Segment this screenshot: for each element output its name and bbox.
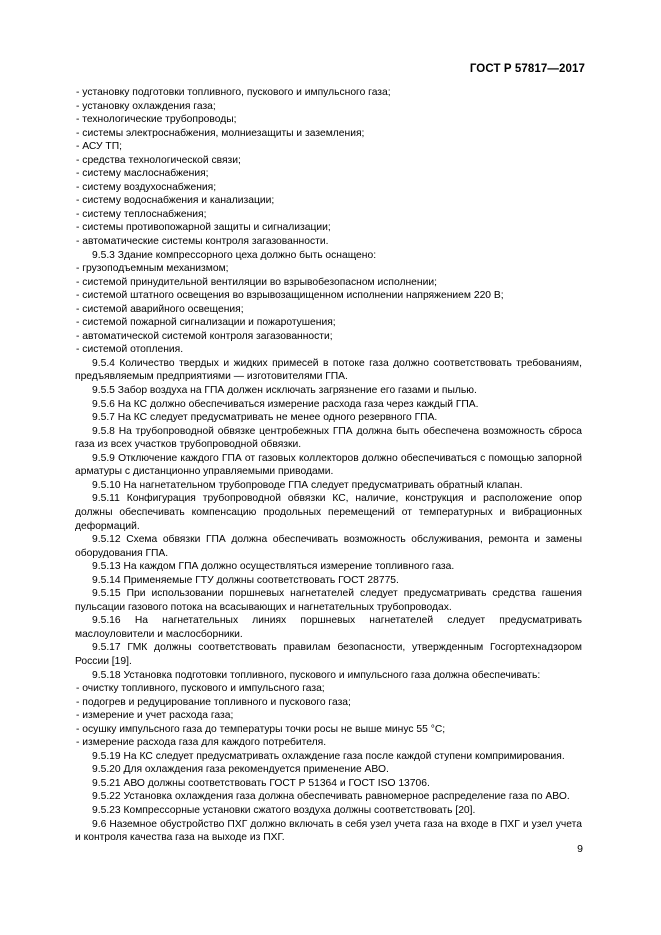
paragraph: 9.5.23 Компрессорные установки сжатого воздуха должны соответствовать [20]. [92, 804, 476, 816]
paragraph: 9.5.8 На трубопроводной обвязке центробежных ГПА должна быть обеспечена возможность сброса газа из всех участков трубопроводной обвязки. [75, 425, 582, 451]
list-item: - системой аварийного освещения; [76, 303, 244, 315]
list-item: - систему воздухоснабжения; [76, 181, 217, 193]
list-item: - систему маслоснабжения; [76, 168, 209, 180]
list-item: - автоматической системой контроля загазованности; [76, 330, 333, 342]
list-item: - технологические трубопроводы; [76, 114, 237, 126]
paragraph: 9.5.13 На каждом ГПА должно осуществляться измерение топливного газа. [92, 561, 455, 573]
paragraph: 9.5.14 Применяемые ГТУ должны соответствовать ГОСТ 28775. [92, 574, 399, 586]
gas-preparation-list [75, 682, 583, 750]
paragraph: 9.5.9 Отключение каждого ГПА от газовых коллекторов должно обеспечиваться с помощью запорной арматуры с дистанционно управляемыми приводами. [75, 452, 582, 478]
list-item: - осушку импульсного газа до температуры точки росы не выше минус 55 °С; [76, 723, 446, 735]
paragraph: 9.5.4 Количество твердых и жидких примесей в потоке газа должно соответствовать требованиям, предъявляемым предприятиями — изготовителями ГПА. [75, 357, 582, 383]
paragraph: 9.5.10 На нагнетательном трубопроводе ГПА следует предусматривать обратный клапан. [92, 479, 523, 491]
list-item: - установку охлаждения газа; [76, 100, 216, 112]
list-item: - системы противопожарной защиты и сигнализации; [76, 222, 331, 234]
list-item: - систему теплоснабжения; [76, 208, 207, 220]
list-item: - системы электроснабжения, молниезащиты и заземления; [76, 127, 365, 139]
list-item: - системой принудительной вентиляции во взрывобезопасном исполнении; [76, 276, 437, 288]
paragraph: 9.5.20 Для охлаждения газа рекомендуется применение АВО. [92, 764, 389, 776]
paragraph: 9.5.21 АВО должны соответствовать ГОСТ Р 51364 и ГОСТ ISO 13706. [92, 777, 430, 789]
list-item: - системой штатного освещения во взрывозащищенном исполнении напряжением 220 В; [76, 290, 504, 302]
paragraph: 9.6 Наземное обустройство ПХГ должно включать в себя узел учета газа на входе в ПХГ и узел учета и контроля качества газа на выходе из ПХГ. [75, 818, 582, 844]
paragraph: 9.5.6 На КС должно обеспечиваться измерение расхода газа через каждый ГПА. [92, 398, 479, 410]
list-item: - измерение расхода газа для каждого потребителя. [76, 737, 327, 749]
list-item: - средства технологической связи; [76, 154, 241, 166]
list-item: - автоматические системы контроля загазованности. [76, 236, 329, 248]
paragraph: 9.5.7 На КС следует предусматривать не менее одного резервного ГПА. [92, 412, 438, 424]
paragraph-9-5-3: 9.5.3 Здание компрессорного цеха должно быть оснащено: [92, 249, 377, 261]
list-item: - подогрев и редуцирование топливного и пускового газа; [76, 696, 351, 708]
list-item: - системой отопления. [76, 344, 184, 356]
paragraph: 9.5.12 Схема обвязки ГПА должна обеспечивать возможность обслуживания, ремонта и замены оборудования ГПА. [75, 534, 582, 559]
list-item: - АСУ ТП; [76, 141, 122, 153]
list-item: - грузоподъемным механизмом; [76, 263, 229, 275]
paragraph: 9.5.18 Установка подготовки топливного, пускового и импульсного газа должна обеспечивать: [92, 669, 541, 681]
list-item: - системой пожарной сигнализации и пожаротушения; [76, 317, 336, 329]
list-item: - установку подготовки топливного, пускового и импульсного газа; [76, 87, 391, 98]
paragraph: 9.5.19 На КС следует предусматривать охлаждение газа после каждой ступени компримирования. [92, 750, 565, 762]
list-item: - очистку топливного, пускового и импульсного газа; [76, 683, 325, 695]
workshop-equipment-list [75, 262, 583, 357]
paragraph: 9.5.15 При использовании поршневых нагнетателей следует предусматривать средства гашения пульсации газового потока на всасывающих и нагнетательных трубопроводах. [75, 588, 582, 613]
paragraph: 9.5.16 На нагнетательных линиях поршневых нагнетателей следует предусматривать маслоуловители и маслосборники. [75, 615, 582, 640]
paragraph: 9.5.11 Конфигурация трубопроводной обвязки КС, наличие, конструкция и расположение опор должны обеспечивать компенсацию продольных перемещений от температурных и вибрационных деформаций. [75, 493, 582, 532]
page-number: 9 [577, 843, 583, 855]
list-item: - измерение и учет расхода газа; [76, 710, 234, 722]
paragraph: 9.5.22 Установка охлаждения газа должна обеспечивать равномерное распределение газа по АВО. [92, 791, 570, 803]
paragraphs-group-1 [75, 357, 583, 682]
list-item: - систему водоснабжения и канализации; [76, 195, 275, 207]
paragraphs-group-2 [75, 750, 583, 845]
paragraph: 9.5.5 Забор воздуха на ГПА должен исключать загрязнение его газами и пылью. [92, 385, 477, 397]
equipment-list [75, 86, 583, 249]
document-id-header: ГОСТ Р 57817—2017 [469, 63, 585, 75]
document-body [75, 86, 583, 845]
paragraph: 9.5.17 ГМК должны соответствовать правилам безопасности, утвержденным Госгортехнадзором России [19]. [75, 642, 582, 667]
